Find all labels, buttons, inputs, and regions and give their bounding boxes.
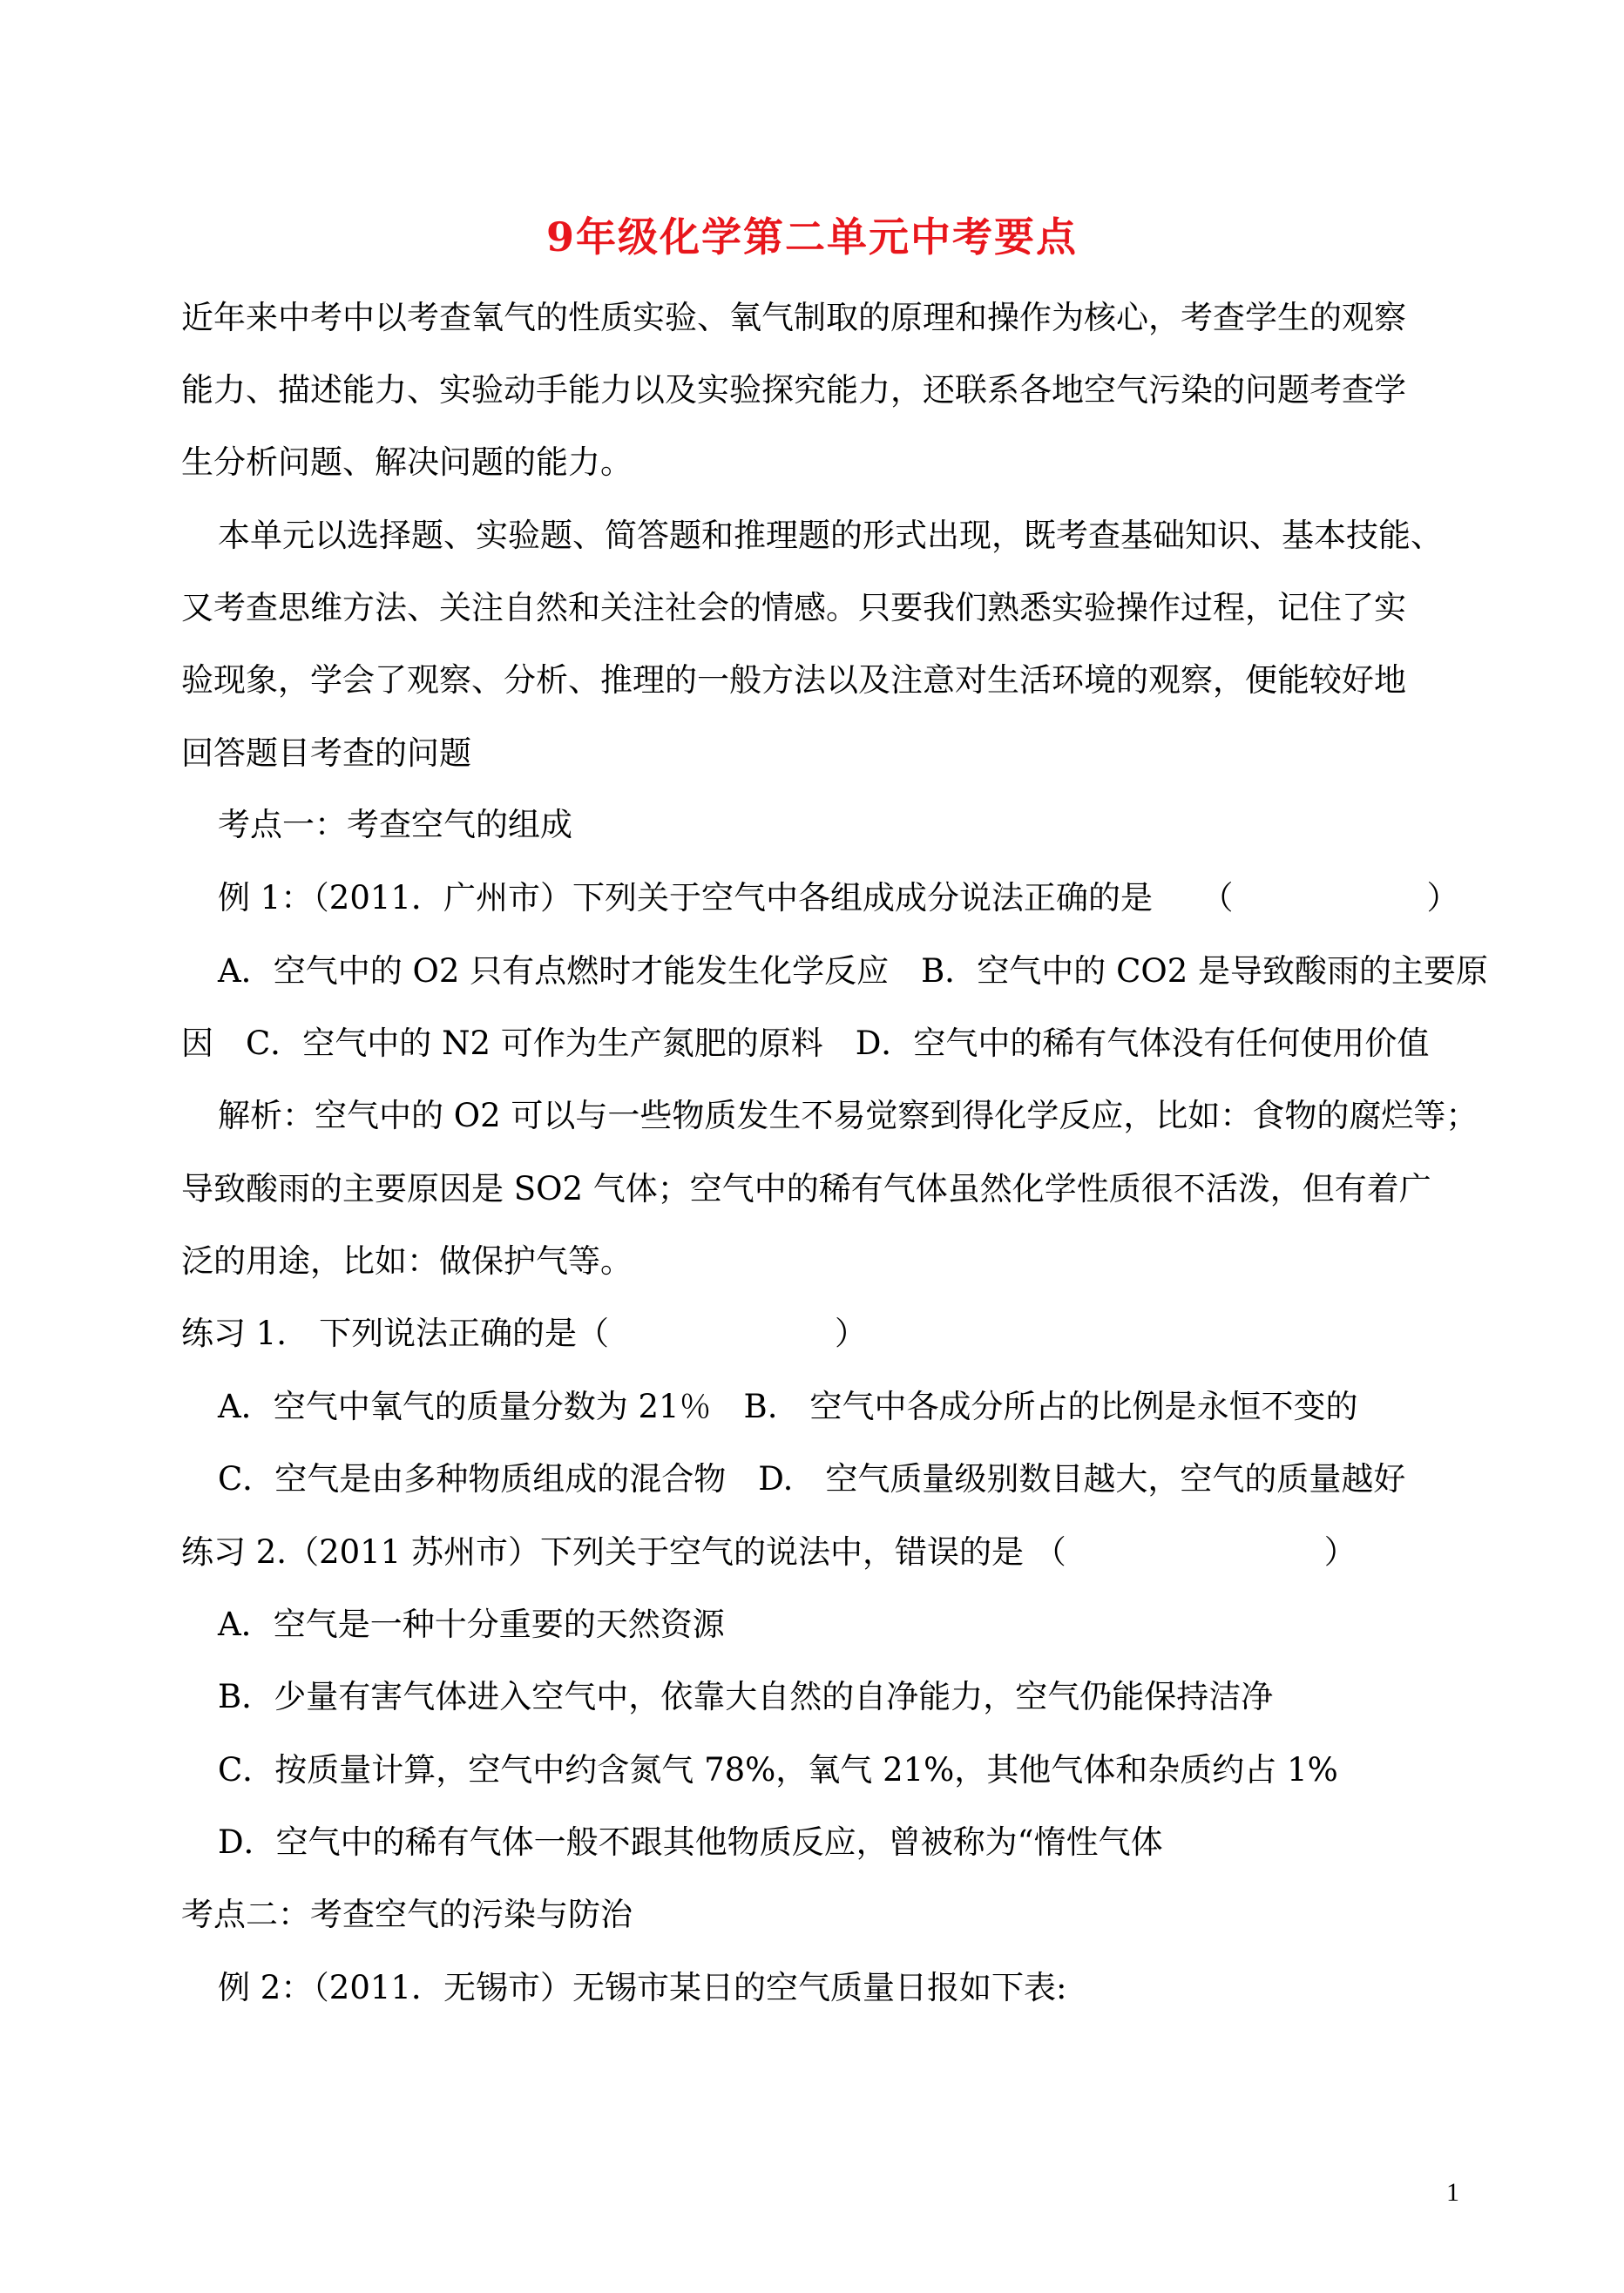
exercise-option: A．空气是一种十分重要的天然资源 — [218, 1606, 725, 1643]
example-options: 因 C．空气中的 N2 可作为生产氮肥的原料 D．空气中的稀有气体没有任何使用价值 — [181, 1025, 1430, 1062]
example-options: A．空气中的 O2 只有点燃时才能发生化学反应 B．空气中的 CO2 是导致酸雨的主要原 — [218, 952, 1489, 990]
exercise-question: 练习 2.（2011 苏州市）下列关于空气的说法中，错误的是 （ ） — [181, 1533, 1357, 1571]
example-analysis: 导致酸雨的主要原因是 SO2 气体；空气中的稀有气体虽然化学性质很不活泼，但有着广 — [181, 1170, 1431, 1207]
example-analysis: 解析：空气中的 O2 可以与一些物质发生不易觉察到得化学反应，比如：食物的腐烂等； — [218, 1097, 1479, 1134]
exercise-options: C．空气是由多种物质组成的混合物 D. 空气质量级别数目越大，空气的质量越好 — [218, 1460, 1406, 1498]
intro-line: 能力、描述能力、实验动手能力以及实验探究能力，还联系各地空气污染的问题考查学 — [181, 371, 1406, 409]
intro-line: 生分析问题、解决问题的能力。 — [181, 443, 633, 481]
intro-line: 近年来中考中以考查氧气的性质实验、氧气制取的原理和操作为核心，考查学生的观察 — [181, 299, 1406, 336]
paragraph-line: 又考查思维方法、关注自然和关注社会的情感。只要我们熟悉实验操作过程，记住了实 — [181, 589, 1406, 626]
page-number: 1 — [1446, 2178, 1459, 2207]
paragraph-line: 回答题目考查的问题 — [181, 734, 471, 772]
exercise-question: 练习 1. 下列说法正确的是（ ） — [181, 1315, 868, 1352]
paragraph-line: 验现象，学会了观察、分析、推理的一般方法以及注意对生活环境的观察，便能较好地 — [181, 661, 1406, 699]
page-title: 9年级化学第二单元中考要点 — [545, 213, 1078, 260]
example-question: 例 1：（2011．广州市）下列关于空气中各组成成分说法正确的是 （ ） — [218, 879, 1459, 917]
exercise-options: A．空气中氧气的质量分数为 21％ B. 空气中各成分所占的比例是永恒不变的 — [218, 1388, 1358, 1425]
exercise-option: B．少量有害气体进入空气中，依靠大自然的自净能力，空气仍能保持洁净 — [218, 1678, 1274, 1715]
exercise-option: D．空气中的稀有气体一般不跟其他物质反应，曾被称为“惰性气体 — [218, 1823, 1163, 1861]
example-analysis: 泛的用途，比如：做保护气等。 — [181, 1242, 633, 1280]
example-question: 例 2：（2011．无锡市）无锡市某日的空气质量日报如下表: — [218, 1969, 1067, 2006]
section-heading: 考点一：考查空气的组成 — [218, 806, 572, 843]
exercise-option: C．按质量计算，空气中约含氮气 78%，氧气 21%，其他气体和杂质约占 1% — [218, 1751, 1338, 1789]
paragraph-line: 本单元以选择题、实验题、简答题和推理题的形式出现，既考查基础知识、基本技能、 — [218, 517, 1443, 554]
section-heading: 考点二：考查空气的污染与防治 — [181, 1896, 633, 1933]
